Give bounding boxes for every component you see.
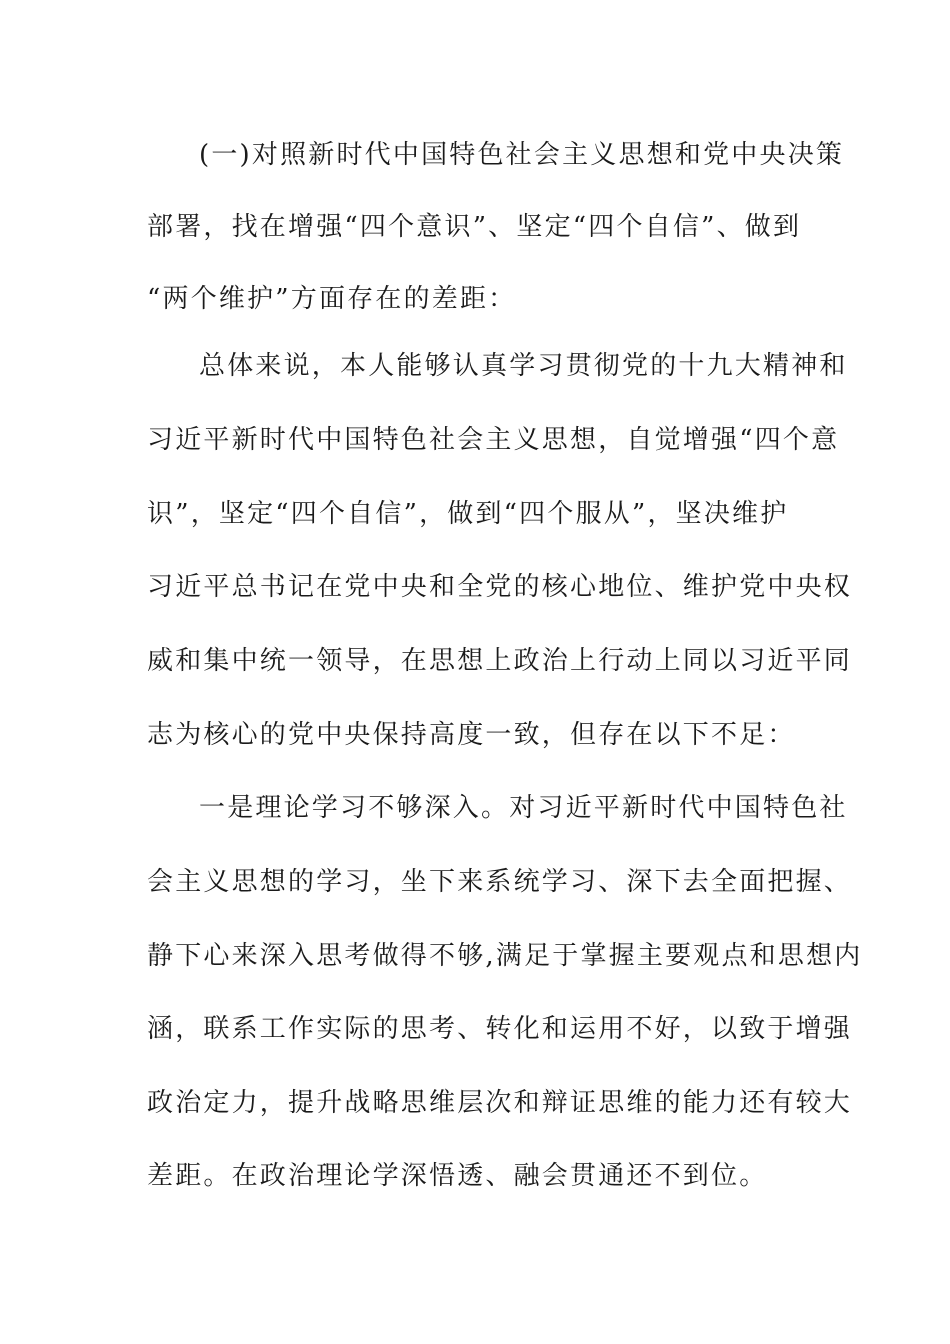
paragraph-1-line-1: (一)对照新时代中国特色社会主义思想和党中央决策: [199, 140, 845, 170]
paragraph-3-line-1: 一是理论学习不够深入。对习近平新时代中国特色社: [199, 793, 848, 823]
paragraph-2-line-1: 总体来说，本人能够认真学习贯彻党的十九大精神和: [199, 351, 848, 381]
paragraph-3-line-5: 政治定力，提升战略思维层次和辩证思维的能力还有较大: [147, 1088, 853, 1118]
paragraph-2-line-3: 识”，坚定“四个自信”，做到“四个服从”，坚决维护: [147, 499, 789, 529]
paragraph-1-line-2: 部署，找在增强“四个意识”、坚定“四个自信”、做到: [147, 212, 802, 242]
paragraph-3-line-4: 涵，联系工作实际的思考、转化和运用不好，以致于增强: [147, 1014, 853, 1044]
paragraph-1-line-3: “两个维护”方面存在的差距：: [147, 284, 517, 314]
paragraph-3-line-6: 差距。在政治理论学深悟透、融会贯通还不到位。: [147, 1161, 768, 1191]
paragraph-2-line-2: 习近平新时代中国特色社会主义思想，自觉增强“四个意: [147, 425, 840, 455]
paragraph-2-line-4: 习近平总书记在党中央和全党的核心地位、维护党中央权: [147, 572, 853, 602]
paragraph-2-line-6: 志为核心的党中央保持高度一致，但存在以下不足：: [147, 720, 796, 750]
paragraph-3-line-2: 会主义思想的学习，坐下来系统学习、深下去全面把握、: [147, 867, 853, 897]
paragraph-2-line-5: 威和集中统一领导，在思想上政治上行动上同以习近平同: [147, 646, 853, 676]
paragraph-3-line-3: 静下心来深入思考做得不够,满足于掌握主要观点和思想内: [147, 941, 863, 971]
